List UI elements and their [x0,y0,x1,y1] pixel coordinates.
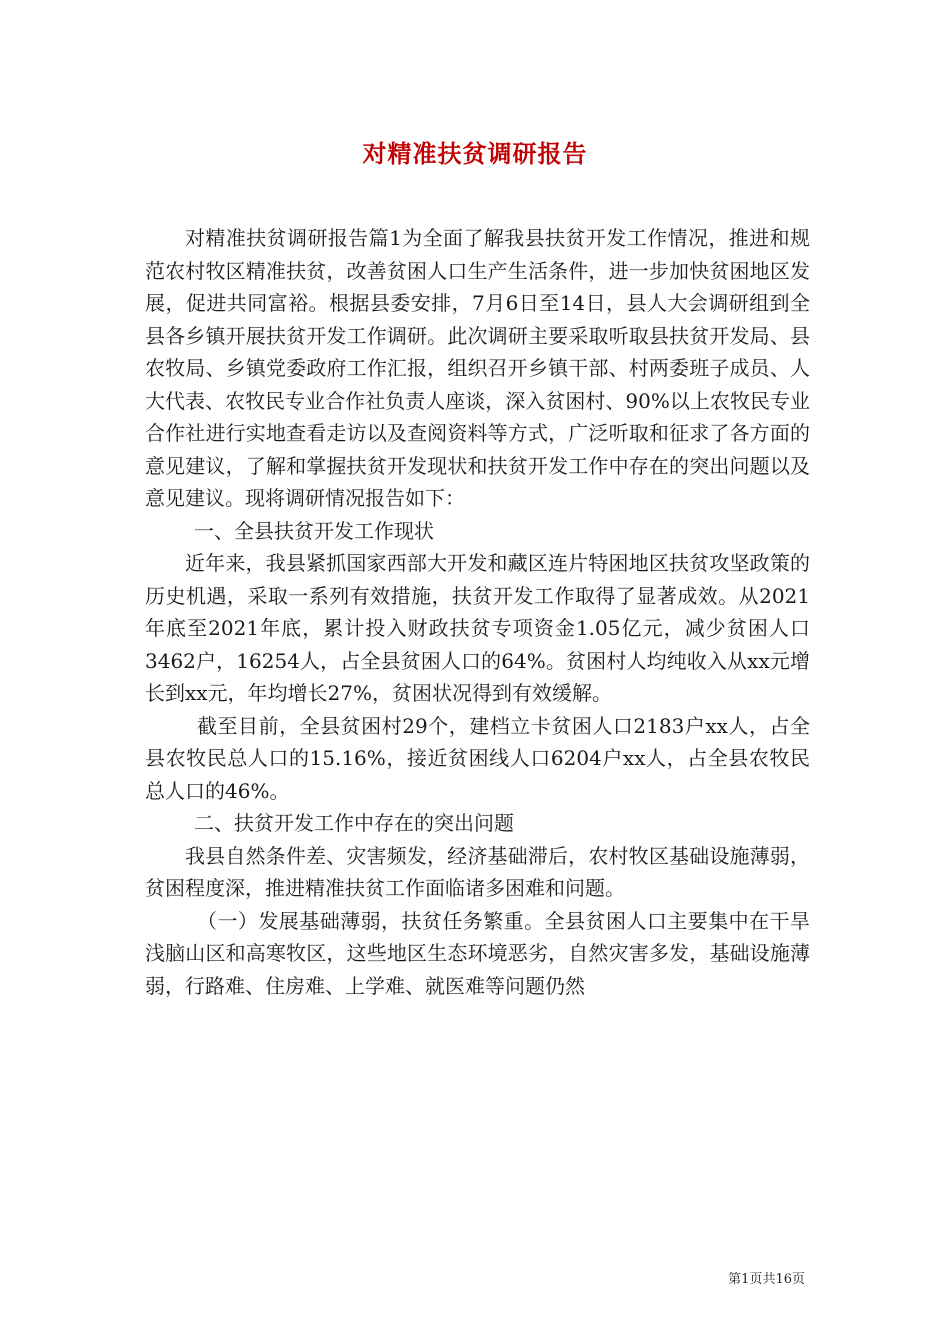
section-heading-2: 二、扶贫开发工作中存在的突出问题 [194,811,514,835]
document-title: 对精准扶贫调研报告 [362,139,588,168]
page-number: 第1页共16页 [728,1272,805,1287]
paragraph-intro: 对精准扶贫调研报告篇1为全面了解我县扶贫开发工作情况，推进和规范农村牧区精准扶贫，改善贫困人口生产生活条件，进一步加快贫困地区发展，促进共同富裕。根据县委安排，7月6日至14日，县人大会调研组到全县各乡镇开展扶贫开发工作调研。此次调研主要采取听取县扶贫开发局、县农牧局、乡镇党委政府工作汇报，组织召开乡镇干部、村两委班子成员、人大代表、农牧民专业合作社负责人座谈，深入贫困村、90%以上农牧民专业合作社进行实地查看走访以及查阅资料等方式，广泛听取和征求了各方面的意见建议，了解和掌握扶贫开发现状和扶贫开发工作中存在的突出问题以及意见建议。现将调研情况报告如下： [145,226,810,510]
paragraph-problem-1: （一）发展基础薄弱，扶贫任务繁重。全县贫困人口主要集中在干旱浅脑山区和高寒牧区，这些地区生态环境恶劣，自然灾害多发，基础设施薄弱，行路难、住房难、上学难、就医难等问题仍然 [145,908,810,998]
section-heading-1: 一、全县扶贫开发工作现状 [194,518,434,543]
document-body [145,222,810,1002]
paragraph-current: 截至目前，全县贫困村29个，建档立卡贫困人口2183户xx人，占全县农牧民总人口的15.16%，接近贫困线人口6204户xx人，占全县农牧民总人口的46%。 [145,713,810,803]
paragraph-status: 近年来，我县紧抓国家西部大开发和藏区连片特困地区扶贫攻坚政策的历史机遇，采取一系列有效措施，扶贫开发工作取得了显著成效。从2021年底至2021年底，累计投入财政扶贫专项资金1.05亿元，减少贫困人口3462户，16254人，占全县贫困人口的64%。贫困村人均纯收入从xx元增长到xx元，年均增长27%，贫困状况得到有效缓解。 [145,551,810,705]
paragraph-problems-intro: 我县自然条件差、灾害频发，经济基础滞后，农村牧区基础设施薄弱，贫困程度深，推进精准扶贫工作面临诸多困难和问题。 [145,843,810,900]
